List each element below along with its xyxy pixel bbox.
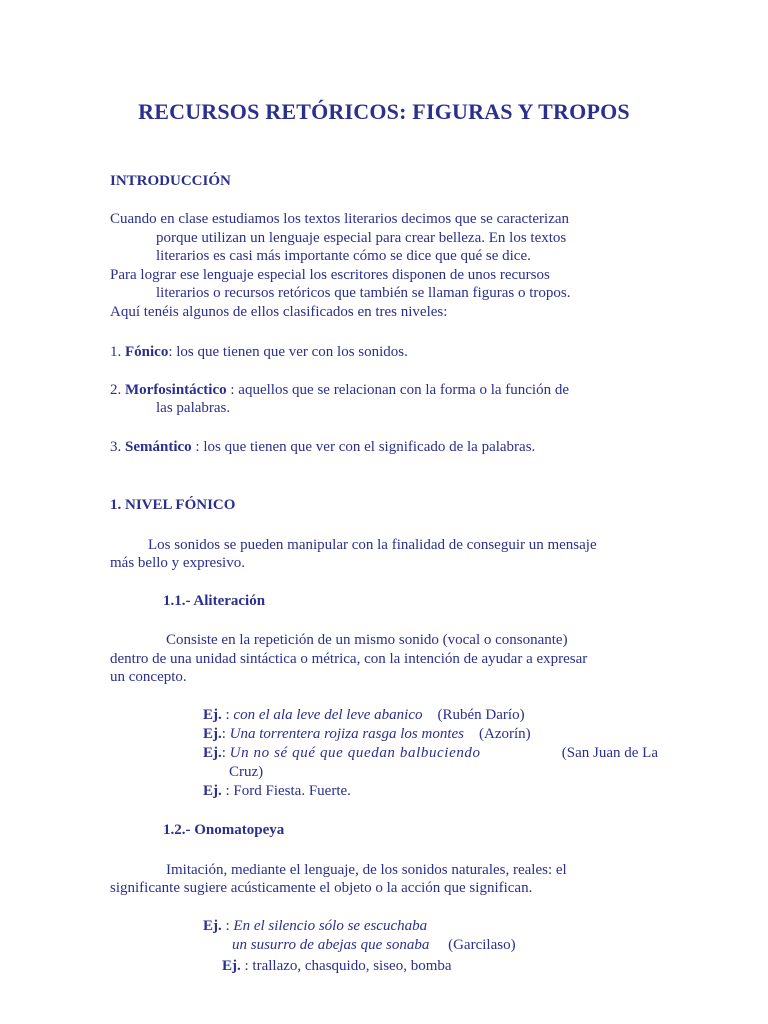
section-heading: 1. NIVEL FÓNICO bbox=[110, 497, 236, 513]
example-quote: un susurro de abejas que sonaba bbox=[232, 937, 430, 953]
intro-paragraph-line: Cuando en clase estudiamos los textos literarios decimos que se caracterizan bbox=[110, 211, 570, 227]
subsection-text-line: Consiste en la repetición de un mismo sonido (vocal o consonante) bbox=[166, 632, 568, 648]
subsection-heading: 1.1.- Aliteración bbox=[163, 593, 266, 609]
example-label: Ej. bbox=[222, 958, 241, 974]
example-label: Ej. bbox=[203, 745, 222, 761]
intro-heading: INTRODUCCIÓN bbox=[110, 173, 231, 189]
example-author: (Rubén Darío) bbox=[437, 707, 525, 723]
example-author: (Garcilaso) bbox=[448, 937, 516, 953]
level-description: : aquellos que se relacionan con la forma o la función de bbox=[226, 382, 570, 398]
example-plain: trallazo, chasquido, siseo, bomba bbox=[252, 958, 452, 974]
example-author: (San Juan de La bbox=[561, 745, 658, 761]
example-item: Ej. : con el ala leve del leve abanico (Rubén Darío) bbox=[203, 707, 525, 723]
example-quote: con el ala leve del leve abanico bbox=[233, 707, 423, 723]
example-label: Ej. bbox=[203, 707, 222, 723]
level-description: : los que tienen que ver con el significado de la palabras. bbox=[191, 439, 536, 455]
section-text-line: más bello y expresivo. bbox=[110, 555, 245, 571]
example-item-continued bbox=[232, 936, 516, 955]
level-name: Fónico bbox=[125, 344, 169, 360]
level-description: : los que tienen que ver con los sonidos. bbox=[168, 344, 408, 360]
level-description-continued: las palabras. bbox=[156, 400, 231, 416]
example-quote: Un no sé qué que quedan balbuciendo bbox=[229, 745, 481, 761]
intro-paragraph-line: literarios es casi más importante cómo se dice que qué se dice. bbox=[156, 248, 531, 264]
example-author-continued: Cruz) bbox=[229, 764, 264, 780]
example-item: Ej. : Ford Fiesta. Fuerte. bbox=[203, 783, 351, 799]
example-item: Ej.: Una torrentera rojiza rasga los montes (Azorín) bbox=[203, 726, 531, 742]
level-name: Morfosintáctico bbox=[125, 382, 227, 398]
subsection-text-line: un concepto. bbox=[110, 669, 187, 685]
subsection-heading: 1.2.- Onomatopeya bbox=[163, 822, 285, 838]
subsection-text-line: significante sugiere acústicamente el objeto o la acción que significan. bbox=[110, 880, 533, 896]
level-name: Semántico bbox=[125, 439, 192, 455]
example-item: Ej.: Un no sé qué que quedan balbuciendo (San Juan de La bbox=[203, 745, 658, 761]
level-number: 2. bbox=[110, 382, 122, 398]
subsection-text-line: Imitación, mediante el lenguaje, de los sonidos naturales, reales: el bbox=[166, 862, 567, 878]
section-text-line: Los sonidos se pueden manipular con la finalidad de conseguir un mensaje bbox=[148, 537, 597, 553]
intro-paragraph-line: literarios o recursos retóricos que también se llaman figuras o tropos. bbox=[156, 285, 571, 301]
example-quote: Una torrentera rojiza rasga los montes bbox=[229, 726, 464, 742]
example-label: Ej. bbox=[203, 726, 222, 742]
example-label: Ej. bbox=[203, 918, 222, 934]
example-author: (Azorín) bbox=[479, 726, 531, 742]
level-item bbox=[110, 343, 408, 362]
level-item bbox=[110, 381, 569, 400]
intro-paragraph-line: Para lograr ese lenguaje especial los escritores disponen de unos recursos bbox=[110, 267, 550, 283]
example-item: Ej. : trallazo, chasquido, siseo, bomba bbox=[222, 958, 452, 974]
page-title: RECURSOS RETÓRICOS: FIGURAS Y TROPOS bbox=[138, 99, 630, 124]
level-item bbox=[110, 438, 535, 457]
level-number: 1. bbox=[110, 344, 122, 360]
intro-paragraph-line: porque utilizan un lenguaje especial para crear belleza. En los textos bbox=[156, 230, 567, 246]
example-plain: Ford Fiesta. Fuerte. bbox=[233, 783, 351, 799]
example-quote: En el silencio sólo se escuchaba bbox=[233, 918, 428, 934]
example-label: Ej. bbox=[203, 783, 222, 799]
level-number: 3. bbox=[110, 439, 122, 455]
example-item: Ej. : En el silencio sólo se escuchaba bbox=[203, 918, 428, 934]
subsection-text-line: dentro de una unidad sintáctica o métrica, con la intención de ayudar a expresar bbox=[110, 651, 588, 667]
intro-paragraph-line: Aquí tenéis algunos de ellos clasificados en tres niveles: bbox=[110, 304, 448, 320]
